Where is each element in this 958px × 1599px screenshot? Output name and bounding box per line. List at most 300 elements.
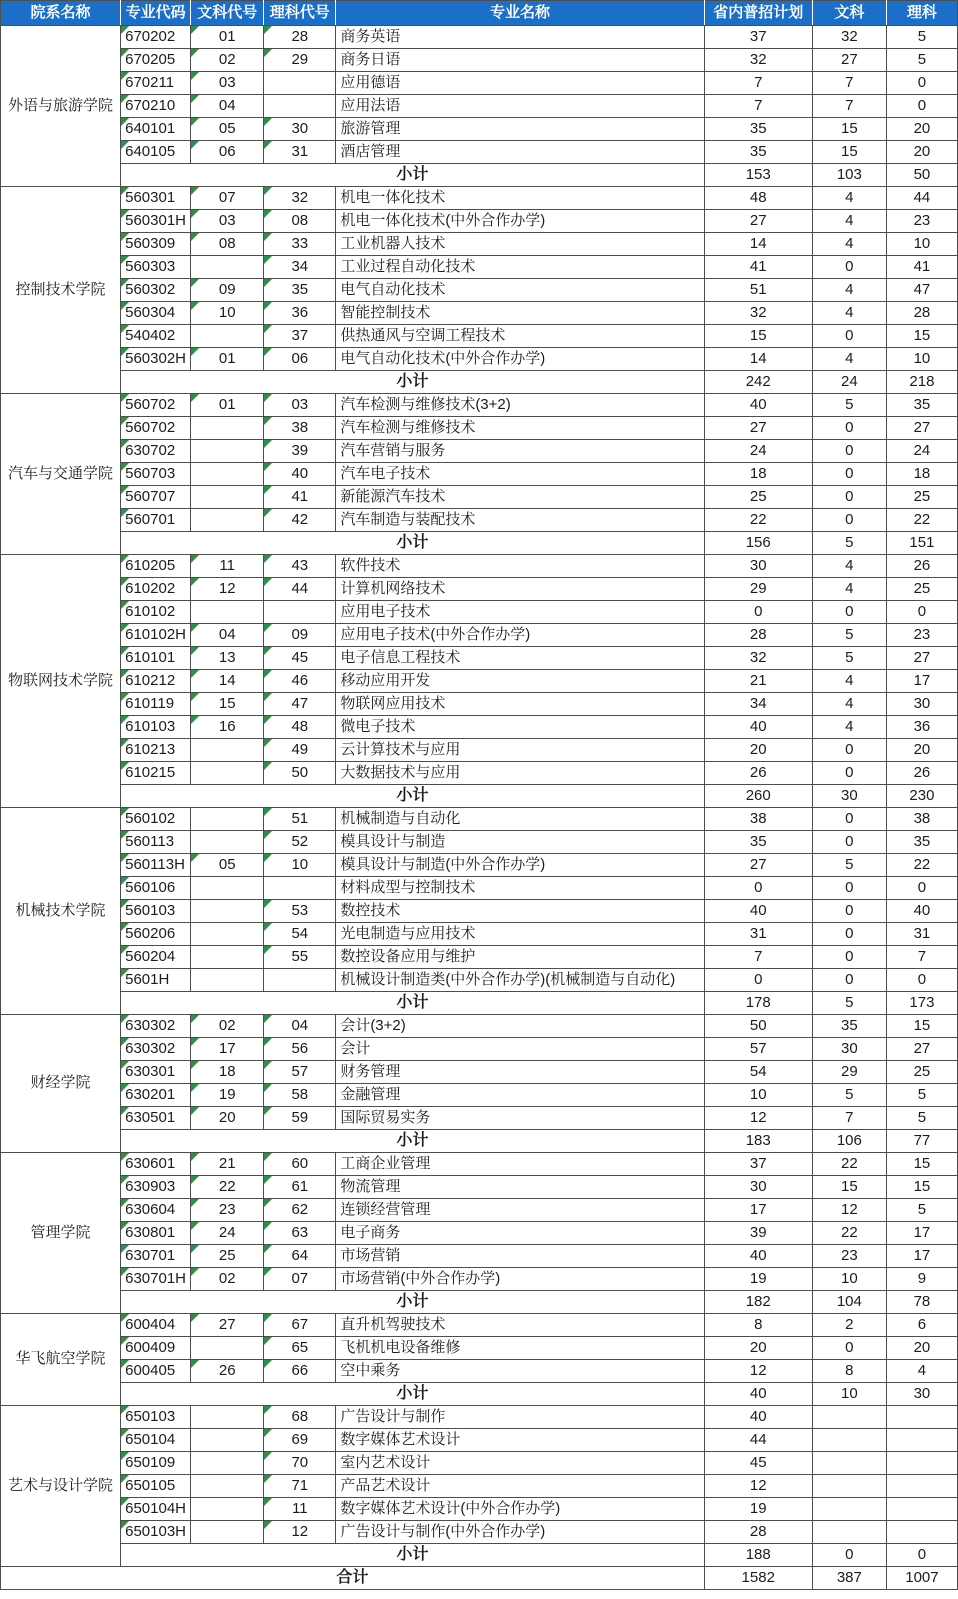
plan-cell: 45: [704, 1452, 812, 1475]
major_code-cell: 560204: [121, 946, 191, 969]
sci-cell: 0: [886, 601, 957, 624]
cell-error-indicator-triangle-icon: [264, 693, 272, 701]
arts_code-cell: [191, 1452, 264, 1475]
arts-cell: 0: [812, 486, 886, 509]
sci-cell: 40: [886, 900, 957, 923]
department-cell: 控制技术学院: [1, 187, 121, 394]
cell-error-indicator-triangle-icon: [191, 118, 199, 126]
major_code-cell: 560702: [121, 394, 191, 417]
major_code-cell: 630302: [121, 1038, 191, 1061]
major_name-cell: 会计: [336, 1038, 704, 1061]
arts-cell: 0: [812, 762, 886, 785]
plan-cell: 48: [704, 187, 812, 210]
major_code-cell: 540402: [121, 325, 191, 348]
department-cell: 财经学院: [1, 1015, 121, 1153]
cell-error-indicator-triangle-icon: [121, 417, 129, 425]
arts-cell: 4: [812, 716, 886, 739]
major_code-cell: 560309: [121, 233, 191, 256]
cell-error-indicator-triangle-icon: [191, 394, 199, 402]
cell-error-indicator-triangle-icon: [264, 1245, 272, 1253]
cell-error-indicator-triangle-icon: [264, 325, 272, 333]
major_name-cell: 汽车制造与装配技术: [336, 509, 704, 532]
arts-cell: 8: [812, 1360, 886, 1383]
cell-error-indicator-triangle-icon: [191, 1360, 199, 1368]
major_name-cell: 软件技术: [336, 555, 704, 578]
major_code-cell: 640105: [121, 141, 191, 164]
sci_code-cell: [264, 95, 336, 118]
cell-error-indicator-triangle-icon: [191, 716, 199, 724]
table-row: [1, 279, 958, 302]
arts-cell: 15: [812, 141, 886, 164]
major_name-cell: 机械设计制造类(中外合作办学)(机械制造与自动化): [336, 969, 704, 992]
cell-error-indicator-triangle-icon: [264, 141, 272, 149]
arts-cell: 4: [812, 302, 886, 325]
plan-cell: 12: [704, 1475, 812, 1498]
cell-error-indicator-triangle-icon: [191, 233, 199, 241]
sci-cell: 27: [886, 647, 957, 670]
plan-cell: 35: [704, 831, 812, 854]
cell-error-indicator-triangle-icon: [191, 555, 199, 563]
table-row: [1, 1498, 958, 1521]
plan-cell: 50: [704, 1015, 812, 1038]
cell-error-indicator-triangle-icon: [121, 210, 129, 218]
sci_code-cell: 62: [264, 1199, 336, 1222]
cell-error-indicator-triangle-icon: [121, 1406, 129, 1414]
arts_code-cell: [191, 509, 264, 532]
subtotal-label-cell: 小计: [121, 1291, 705, 1314]
sci-cell: 27: [886, 1038, 957, 1061]
arts-cell: 4: [812, 210, 886, 233]
cell-error-indicator-triangle-icon: [121, 624, 129, 632]
major_code-cell: 560304: [121, 302, 191, 325]
arts_code-cell: [191, 1498, 264, 1521]
cell-error-indicator-triangle-icon: [264, 118, 272, 126]
sci_code-cell: 63: [264, 1222, 336, 1245]
plan-cell: 14: [704, 348, 812, 371]
cell-error-indicator-triangle-icon: [121, 1337, 129, 1345]
cell-error-indicator-triangle-icon: [264, 463, 272, 471]
major_code-cell: 560303: [121, 256, 191, 279]
major_code-cell: 600409: [121, 1337, 191, 1360]
plan-cell: 20: [704, 1337, 812, 1360]
major_name-cell: 金融管理: [336, 1084, 704, 1107]
sci_code-cell: 59: [264, 1107, 336, 1130]
cell-error-indicator-triangle-icon: [191, 624, 199, 632]
sci_code-cell: 45: [264, 647, 336, 670]
sci_code-cell: 47: [264, 693, 336, 716]
major_name-cell: 应用法语: [336, 95, 704, 118]
sci-cell: 35: [886, 831, 957, 854]
arts_code-cell: [191, 325, 264, 348]
plan-cell: 40: [704, 716, 812, 739]
major_code-cell: 600404: [121, 1314, 191, 1337]
subtotal-sci-cell: 77: [886, 1130, 957, 1153]
cell-error-indicator-triangle-icon: [121, 1061, 129, 1069]
major_name-cell: 数控设备应用与维护: [336, 946, 704, 969]
major_code-cell: 600405: [121, 1360, 191, 1383]
cell-error-indicator-triangle-icon: [121, 1475, 129, 1483]
sci_code-cell: 29: [264, 49, 336, 72]
plan-cell: 27: [704, 417, 812, 440]
major_code-cell: 560102: [121, 808, 191, 831]
plan-cell: 40: [704, 1245, 812, 1268]
sci-cell: [886, 1498, 957, 1521]
arts-cell: 23: [812, 1245, 886, 1268]
major_name-cell: 数字媒体艺术设计(中外合作办学): [336, 1498, 704, 1521]
arts-cell: 12: [812, 1199, 886, 1222]
arts_code-cell: 10: [191, 302, 264, 325]
cell-error-indicator-triangle-icon: [191, 348, 199, 356]
arts-cell: 4: [812, 233, 886, 256]
table-row: [1, 26, 958, 49]
plan-cell: 34: [704, 693, 812, 716]
table-row: [1, 624, 958, 647]
arts-cell: 4: [812, 348, 886, 371]
cell-error-indicator-triangle-icon: [264, 1084, 272, 1092]
arts_code-cell: 04: [191, 624, 264, 647]
major_code-cell: 630302: [121, 1015, 191, 1038]
major_code-cell: 650109: [121, 1452, 191, 1475]
sci-cell: 44: [886, 187, 957, 210]
arts-cell: 35: [812, 1015, 886, 1038]
table-row: [1, 877, 958, 900]
sci-cell: 31: [886, 923, 957, 946]
sci_code-cell: 65: [264, 1337, 336, 1360]
table-row: [1, 670, 958, 693]
sci_code-cell: [264, 969, 336, 992]
sci_code-cell: [264, 72, 336, 95]
table-row: [1, 900, 958, 923]
arts-cell: 32: [812, 26, 886, 49]
sci-cell: 17: [886, 1222, 957, 1245]
sci_code-cell: 06: [264, 348, 336, 371]
sci-cell: 26: [886, 762, 957, 785]
arts-cell: 5: [812, 394, 886, 417]
grand-total-sci-cell: 1007: [886, 1567, 957, 1590]
major_name-cell: 会计(3+2): [336, 1015, 704, 1038]
major_code-cell: 560106: [121, 877, 191, 900]
major_name-cell: 机电一体化技术: [336, 187, 704, 210]
sci-cell: 28: [886, 302, 957, 325]
major_code-cell: 650104H: [121, 1498, 191, 1521]
major_name-cell: 微电子技术: [336, 716, 704, 739]
table-row: [1, 1360, 958, 1383]
table-row: [1, 1199, 958, 1222]
cell-error-indicator-triangle-icon: [121, 72, 129, 80]
table-row: [1, 647, 958, 670]
sci-cell: 41: [886, 256, 957, 279]
arts_code-cell: [191, 417, 264, 440]
major_name-cell: 应用电子技术(中外合作办学): [336, 624, 704, 647]
cell-error-indicator-triangle-icon: [121, 141, 129, 149]
department-cell: 汽车与交通学院: [1, 394, 121, 555]
cell-error-indicator-triangle-icon: [121, 1452, 129, 1460]
cell-error-indicator-triangle-icon: [264, 716, 272, 724]
arts-cell: 15: [812, 1176, 886, 1199]
major_name-cell: 空中乘务: [336, 1360, 704, 1383]
subtotal-sci-cell: 30: [886, 1383, 957, 1406]
sci_code-cell: 46: [264, 670, 336, 693]
table-row: [1, 210, 958, 233]
major_name-cell: 酒店管理: [336, 141, 704, 164]
department-cell: 外语与旅游学院: [1, 26, 121, 187]
table-row: [1, 739, 958, 762]
sci_code-cell: 53: [264, 900, 336, 923]
plan-cell: 40: [704, 1406, 812, 1429]
table-body: [1, 26, 958, 1590]
subtotal-arts-cell: 30: [812, 785, 886, 808]
arts_code-cell: 01: [191, 348, 264, 371]
plan-cell: 41: [704, 256, 812, 279]
subtotal-sci-cell: 173: [886, 992, 957, 1015]
cell-error-indicator-triangle-icon: [121, 1245, 129, 1253]
plan-cell: 24: [704, 440, 812, 463]
cell-error-indicator-triangle-icon: [264, 670, 272, 678]
sci_code-cell: 71: [264, 1475, 336, 1498]
subtotal-plan-cell: 156: [704, 532, 812, 555]
cell-error-indicator-triangle-icon: [264, 210, 272, 218]
table-row: [1, 1084, 958, 1107]
cell-error-indicator-triangle-icon: [121, 26, 129, 34]
arts_code-cell: 03: [191, 72, 264, 95]
major_code-cell: 560103: [121, 900, 191, 923]
major_code-cell: 670205: [121, 49, 191, 72]
major_code-cell: 560701: [121, 509, 191, 532]
cell-error-indicator-triangle-icon: [121, 900, 129, 908]
subtotal-label-cell: 小计: [121, 371, 705, 394]
sci-cell: 26: [886, 555, 957, 578]
subtotal-sci-cell: 0: [886, 1544, 957, 1567]
major_name-cell: 电气自动化技术: [336, 279, 704, 302]
table-row: [1, 72, 958, 95]
cell-error-indicator-triangle-icon: [264, 555, 272, 563]
arts_code-cell: [191, 486, 264, 509]
cell-error-indicator-triangle-icon: [121, 762, 129, 770]
table-row: [1, 49, 958, 72]
sci_code-cell: 43: [264, 555, 336, 578]
cell-error-indicator-triangle-icon: [191, 1245, 199, 1253]
sci-cell: 20: [886, 141, 957, 164]
major_code-cell: 650105: [121, 1475, 191, 1498]
major_name-cell: 电子商务: [336, 1222, 704, 1245]
arts-cell: 0: [812, 808, 886, 831]
major_name-cell: 模具设计与制造(中外合作办学): [336, 854, 704, 877]
cell-error-indicator-triangle-icon: [264, 1360, 272, 1368]
arts-cell: 7: [812, 72, 886, 95]
table-row: [1, 923, 958, 946]
cell-error-indicator-triangle-icon: [191, 72, 199, 80]
sci-cell: 20: [886, 118, 957, 141]
sci_code-cell: 39: [264, 440, 336, 463]
cell-error-indicator-triangle-icon: [121, 1222, 129, 1230]
sci-cell: 7: [886, 946, 957, 969]
sci_code-cell: 49: [264, 739, 336, 762]
column-header-sci: 理科: [886, 1, 957, 26]
arts_code-cell: 08: [191, 233, 264, 256]
arts_code-cell: 15: [191, 693, 264, 716]
sci-cell: 17: [886, 670, 957, 693]
table-row: [1, 1406, 958, 1429]
arts_code-cell: 22: [191, 1176, 264, 1199]
major_name-cell: 工业机器人技术: [336, 233, 704, 256]
major_code-cell: 630501: [121, 1107, 191, 1130]
table-row: [1, 601, 958, 624]
table-row: [1, 118, 958, 141]
arts_code-cell: 02: [191, 49, 264, 72]
arts_code-cell: [191, 440, 264, 463]
sci_code-cell: 56: [264, 1038, 336, 1061]
arts-cell: [812, 1475, 886, 1498]
plan-cell: 7: [704, 95, 812, 118]
subtotal-row: [1, 371, 958, 394]
sci-cell: 27: [886, 417, 957, 440]
cell-error-indicator-triangle-icon: [121, 670, 129, 678]
subtotal-arts-cell: 5: [812, 532, 886, 555]
subtotal-arts-cell: 104: [812, 1291, 886, 1314]
table-row: [1, 762, 958, 785]
cell-error-indicator-triangle-icon: [121, 1084, 129, 1092]
sci-cell: 0: [886, 877, 957, 900]
department-cell: 艺术与设计学院: [1, 1406, 121, 1567]
cell-error-indicator-triangle-icon: [264, 1406, 272, 1414]
sci_code-cell: 51: [264, 808, 336, 831]
cell-error-indicator-triangle-icon: [264, 624, 272, 632]
cell-error-indicator-triangle-icon: [191, 647, 199, 655]
major_name-cell: 供热通风与空调工程技术: [336, 325, 704, 348]
column-header-arts: 文科: [812, 1, 886, 26]
arts-cell: 5: [812, 624, 886, 647]
plan-cell: 32: [704, 302, 812, 325]
cell-error-indicator-triangle-icon: [264, 1452, 272, 1460]
subtotal-sci-cell: 230: [886, 785, 957, 808]
arts-cell: 4: [812, 578, 886, 601]
arts_code-cell: 07: [191, 187, 264, 210]
table-row: [1, 187, 958, 210]
column-header-plan: 省内普招计划: [704, 1, 812, 26]
plan-cell: 19: [704, 1268, 812, 1291]
major_name-cell: 移动应用开发: [336, 670, 704, 693]
cell-error-indicator-triangle-icon: [191, 1222, 199, 1230]
plan-cell: 35: [704, 141, 812, 164]
cell-error-indicator-triangle-icon: [121, 325, 129, 333]
subtotal-plan-cell: 40: [704, 1383, 812, 1406]
cell-error-indicator-triangle-icon: [121, 1107, 129, 1115]
cell-error-indicator-triangle-icon: [264, 26, 272, 34]
arts_code-cell: 27: [191, 1314, 264, 1337]
major_code-cell: 610102H: [121, 624, 191, 647]
cell-error-indicator-triangle-icon: [121, 647, 129, 655]
sci-cell: 25: [886, 1061, 957, 1084]
cell-error-indicator-triangle-icon: [191, 210, 199, 218]
table-row: [1, 1245, 958, 1268]
cell-error-indicator-triangle-icon: [191, 1199, 199, 1207]
arts_code-cell: 18: [191, 1061, 264, 1084]
sci-cell: 18: [886, 463, 957, 486]
sci_code-cell: 04: [264, 1015, 336, 1038]
table-row: [1, 417, 958, 440]
column-header-major_name: 专业名称: [336, 1, 704, 26]
major_name-cell: 国际贸易实务: [336, 1107, 704, 1130]
major_code-cell: 610102: [121, 601, 191, 624]
arts-cell: 0: [812, 900, 886, 923]
major_code-cell: 560113H: [121, 854, 191, 877]
plan-cell: 15: [704, 325, 812, 348]
cell-error-indicator-triangle-icon: [121, 854, 129, 862]
major_code-cell: 640101: [121, 118, 191, 141]
major_name-cell: 室内艺术设计: [336, 1452, 704, 1475]
cell-error-indicator-triangle-icon: [121, 233, 129, 241]
table-row: [1, 463, 958, 486]
table-row: [1, 486, 958, 509]
cell-error-indicator-triangle-icon: [121, 1521, 129, 1529]
arts_code-cell: [191, 1337, 264, 1360]
plan-cell: 26: [704, 762, 812, 785]
sci-cell: [886, 1475, 957, 1498]
subtotal-sci-cell: 78: [886, 1291, 957, 1314]
sci-cell: 5: [886, 1107, 957, 1130]
major_name-cell: 汽车检测与维修技术: [336, 417, 704, 440]
arts-cell: 4: [812, 670, 886, 693]
arts_code-cell: 11: [191, 555, 264, 578]
subtotal-row: [1, 785, 958, 808]
major_name-cell: 模具设计与制造: [336, 831, 704, 854]
major_name-cell: 智能控制技术: [336, 302, 704, 325]
sci-cell: 25: [886, 578, 957, 601]
subtotal-plan-cell: 153: [704, 164, 812, 187]
arts_code-cell: [191, 256, 264, 279]
cell-error-indicator-triangle-icon: [264, 854, 272, 862]
sci-cell: 5: [886, 26, 957, 49]
arts_code-cell: 19: [191, 1084, 264, 1107]
arts-cell: 5: [812, 1084, 886, 1107]
major_code-cell: 650104: [121, 1429, 191, 1452]
arts-cell: 0: [812, 417, 886, 440]
department-cell: 管理学院: [1, 1153, 121, 1314]
table-row: [1, 95, 958, 118]
major_name-cell: 应用电子技术: [336, 601, 704, 624]
sci_code-cell: 55: [264, 946, 336, 969]
arts-cell: 0: [812, 831, 886, 854]
major_name-cell: 云计算技术与应用: [336, 739, 704, 762]
sci_code-cell: 57: [264, 1061, 336, 1084]
cell-error-indicator-triangle-icon: [121, 49, 129, 57]
department-cell: 机械技术学院: [1, 808, 121, 1015]
subtotal-arts-cell: 5: [812, 992, 886, 1015]
subtotal-sci-cell: 50: [886, 164, 957, 187]
table-row: [1, 946, 958, 969]
arts-cell: 5: [812, 647, 886, 670]
table-row: [1, 716, 958, 739]
subtotal-row: [1, 1130, 958, 1153]
cell-error-indicator-triangle-icon: [264, 1314, 272, 1322]
table-row: [1, 394, 958, 417]
cell-error-indicator-triangle-icon: [121, 969, 129, 977]
cell-error-indicator-triangle-icon: [121, 693, 129, 701]
major_name-cell: 汽车营销与服务: [336, 440, 704, 463]
sci_code-cell: 32: [264, 187, 336, 210]
table-row: [1, 440, 958, 463]
sci-cell: 23: [886, 624, 957, 647]
arts-cell: 2: [812, 1314, 886, 1337]
major_name-cell: 应用德语: [336, 72, 704, 95]
arts_code-cell: [191, 946, 264, 969]
sci_code-cell: 07: [264, 1268, 336, 1291]
arts_code-cell: 13: [191, 647, 264, 670]
plan-cell: 17: [704, 1199, 812, 1222]
cell-error-indicator-triangle-icon: [264, 440, 272, 448]
major_name-cell: 材料成型与控制技术: [336, 877, 704, 900]
subtotal-row: [1, 1544, 958, 1567]
